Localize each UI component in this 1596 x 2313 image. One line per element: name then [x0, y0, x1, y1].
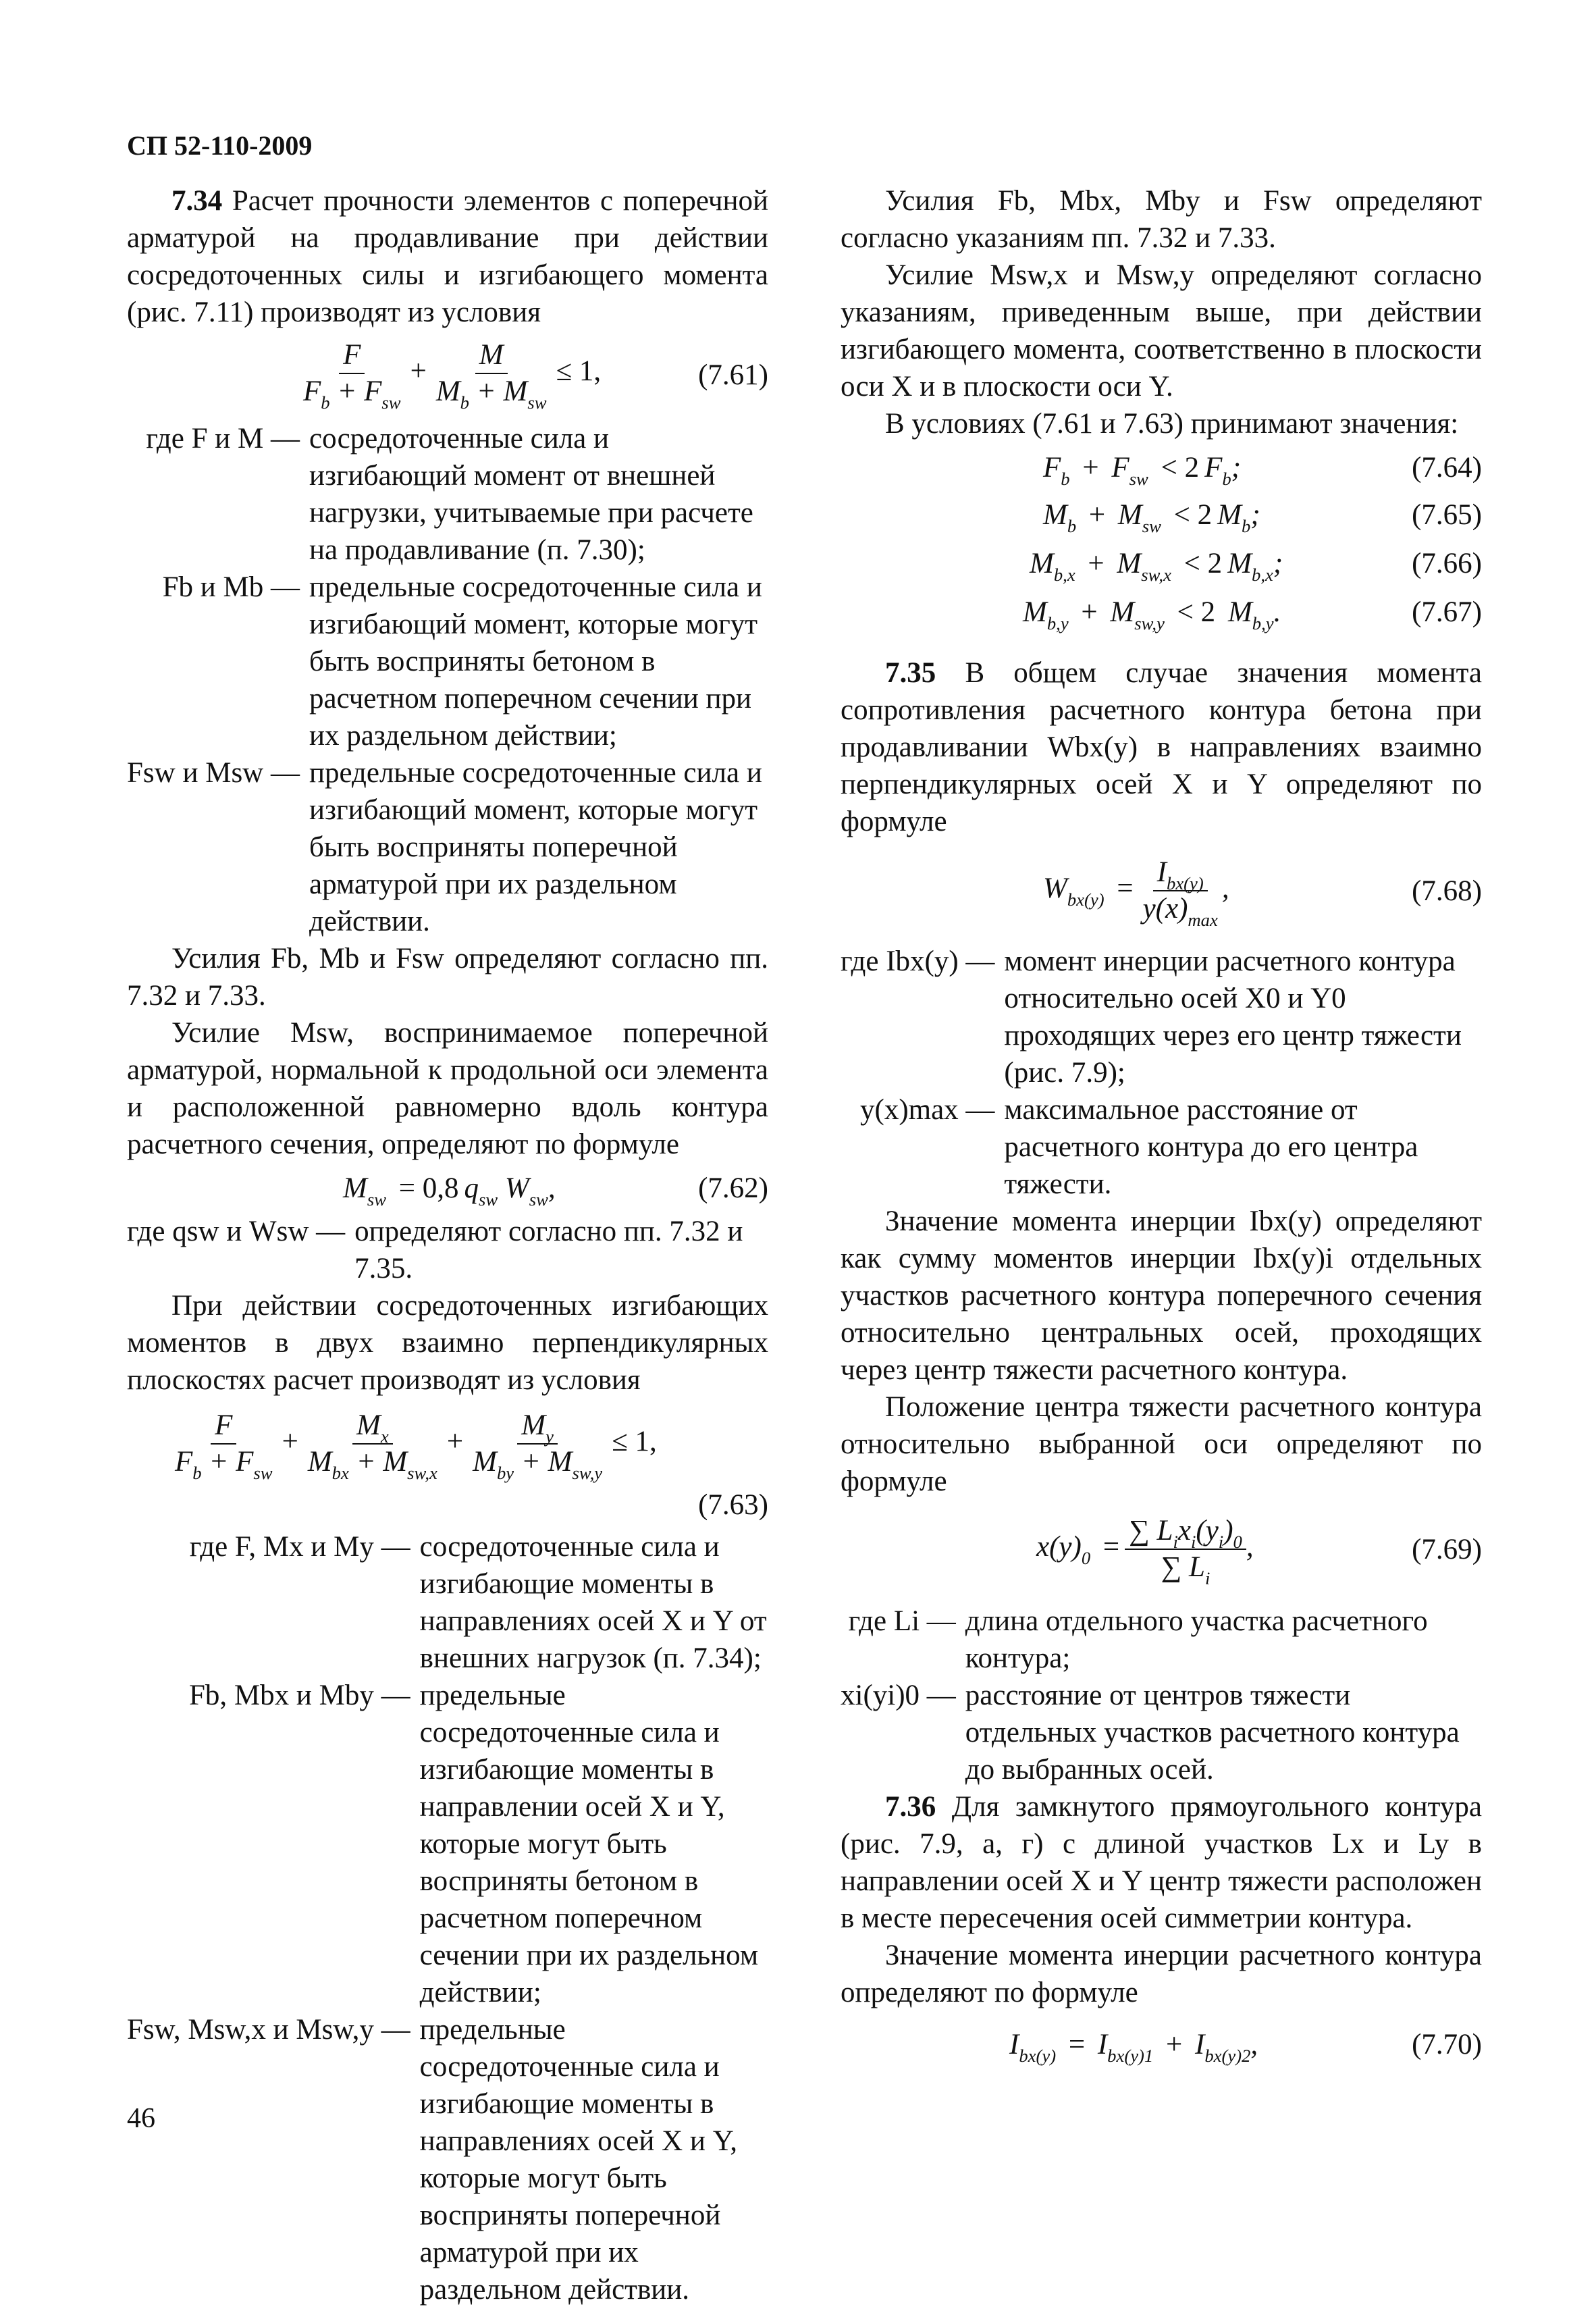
formula-number: (7.61) — [698, 359, 768, 391]
definition-text: предельные сосредоточенные сила и изгибающий момент, которые могут быть восприняты бетоном в расчетном поперечном сечении при их раздельном действии; — [309, 571, 762, 752]
formula-7-62 — [127, 1163, 768, 1212]
right-column — [841, 182, 1482, 2085]
definition-text: предельные сосредоточенные сила и изгибающие моменты в направлениях осей X и Y, которые могут быть восприняты поперечной арматурой при их раздельном действии. — [419, 2014, 737, 2306]
definition-text: определяют согласно пп. 7.32 и 7.35. — [354, 1216, 743, 1284]
paragraph: Усилие Msw,x и Msw,y определяют согласно указаниям, приведенным выше, при действии изгибающего момента, соответственно в плоскости оси X и в плоскости оси Y. — [841, 259, 1482, 402]
paragraph: Усилия Fb, Mbx, Mby и Fsw определяют согласно указаниям пп. 7.32 и 7.33. — [841, 185, 1482, 254]
page-number: 46 — [127, 2103, 155, 2134]
definition-text: сосредоточенные сила и изгибающие моменты в направлениях осей X и Y от внешних нагрузок (п. 7.34); — [419, 1531, 767, 1674]
definition-text: расстояние от центров тяжести отдельных участков расчетного контура до выбранных осей. — [965, 1680, 1460, 1786]
formula-7-63 — [127, 1399, 768, 1527]
formula-number: (7.68) — [1412, 875, 1482, 907]
formula-7-67 — [841, 592, 1482, 642]
formula-number: (7.62) — [698, 1172, 768, 1204]
formula-body: $\frac{F}{F_b + F_{sw}}$ + $\frac{M_x}{M_{bx} + M_{sw,x}}$ + $\frac{M_y}{M_{by} + M_{sw,y}}$ ≤ 1, — [175, 1409, 657, 1483]
left-column — [127, 182, 768, 2308]
section-text: Расчет прочности элементов с поперечной арматурой на продавливание при действии сосредоточенных силы и изгибающего момента (рис. 7.11) производят из условия — [127, 185, 768, 328]
formula-7-68 — [841, 840, 1482, 941]
definition-text: предельные сосредоточенные сила и изгибающие моменты в направлении осей X и Y, которые могут быть восприняты бетоном в расчетном поперечном сечении при их раздельном действии; — [419, 1680, 759, 2008]
definition-text: сосредоточенные сила и изгибающий момент от внешней нагрузки, учитываемые при расчете на продавливание (п. 7.30); — [309, 423, 753, 566]
formula-7-66 — [841, 542, 1482, 592]
definition-term: Fb, Mbx и Mby — — [188, 1680, 410, 1711]
paragraph: Значение момента инерции расчетного контура определяют по формуле — [841, 1940, 1482, 2008]
definition-term: xi(yi)0 — — [841, 1680, 956, 1711]
definitions-list — [127, 420, 768, 940]
formula-7-65 — [841, 492, 1482, 542]
formula-body: $W_{bx(y)}$ = $\frac{I_{bx(y)}}{y(x)_{max}}$ , — [1043, 856, 1229, 930]
definition-term: Fb и Mb — — [162, 571, 300, 603]
definitions-list — [127, 1213, 768, 1287]
section-text: В общем случае значения момента сопротивления расчетного контура бетона при продавливании Wbx(y) в направлениях взаимно перпендикулярных осей X и Y определяют по формуле — [841, 657, 1482, 837]
definition-term: Fsw и Msw — — [127, 757, 300, 789]
section-number: 7.34 — [171, 185, 223, 217]
formula-body: $\frac{F}{F_b + F_{sw}}$ + $\frac{M}{M_b + M_{sw}}$ ≤ 1, — [303, 339, 602, 413]
definition-text: момент инерции расчетного контура относительно осей X0 и Y0 проходящих через его центр тяжести (рис. 7.9); — [1004, 945, 1462, 1089]
definition-text: максимальное расстояние от расчетного контура до его центра тяжести. — [1004, 1094, 1418, 1200]
definition-term: где Ibx(y) — — [841, 945, 995, 977]
formula-7-70 — [841, 2011, 1482, 2085]
definitions-list — [841, 1603, 1482, 1788]
formula-body: $M_b + M_{sw} < 2$ $M_b$; — [1043, 499, 1260, 536]
definition-term: где Li — — [848, 1605, 956, 1637]
section-7-34 — [127, 182, 768, 331]
formula-body: $M_{b,y} + M_{sw,y} < 2$ $M_{b,y}$. — [1023, 596, 1281, 633]
definition-term: Fsw, Msw,x и Msw,y — — [127, 2014, 410, 2046]
definition-term: где F и M — — [146, 423, 300, 454]
paragraph: Усилие Msw, воспринимаемое поперечной арматурой, нормальной к продольной оси элемента и расположенной равномерно вдоль контура расчетного сечения, определяют по формуле — [127, 1017, 768, 1160]
formula-body: $I_{bx(y)} = I_{bx(y)1} + I_{bx(y)2}$, — [1009, 2029, 1258, 2066]
paragraph: Положение центра тяжести расчетного контура относительно выбранной оси определяют по формуле — [841, 1391, 1482, 1497]
section-7-35 — [841, 654, 1482, 840]
formula-number: (7.70) — [1412, 2029, 1482, 2060]
formula-body: $F_b + F_{sw} < 2$ $F_b$; — [1043, 452, 1242, 489]
formula-body: $M_{sw} = 0,8$ $q_{sw}$ $W_{sw}$, — [343, 1172, 556, 1210]
formula-number: (7.67) — [1412, 596, 1482, 628]
formula-number: (7.69) — [1412, 1534, 1482, 1565]
formula-body: $M_{b,x} + M_{sw,x} < 2$ $M_{b,x}$; — [1030, 548, 1283, 585]
definition-text: предельные сосредоточенные сила и изгибающий момент, которые могут быть восприняты поперечной арматурой при их раздельном действии. — [309, 757, 762, 937]
document-header: СП 52-110-2009 — [127, 130, 313, 161]
paragraph: Значение момента инерции Ibx(y) определяют как сумму моментов инерции Ibx(y)i отдельных участков расчетного контура поперечного сечения относительно центральных осей, проходящих через центр тяжести расчетного контура. — [841, 1205, 1482, 1386]
definition-term: y(x)max — — [860, 1094, 995, 1126]
section-number: 7.35 — [885, 657, 936, 689]
definition-term: где qsw и Wsw — — [127, 1216, 346, 1247]
section-text: Для замкнутого прямоугольного контура (рис. 7.9, а, г) с длиной участков Lx и Ly в направлении осей X и Y центр тяжести расположен в месте пересечения осей симметрии контура. — [841, 1791, 1482, 1934]
definitions-list — [841, 943, 1482, 1203]
section-7-36 — [841, 1788, 1482, 1937]
formula-number: (7.65) — [1412, 499, 1482, 531]
formula-number: (7.64) — [1412, 452, 1482, 484]
section-number: 7.36 — [885, 1791, 936, 1823]
paragraph: В условиях (7.61 и 7.63) принимают значения: — [885, 408, 1459, 440]
formula-body: $x(y)_0$ = $\frac{\sum L_ix_i(y_i)_0}{\sum L_i}$ , — [1036, 1515, 1254, 1588]
paragraph: При действии сосредоточенных изгибающих моментов в двух взаимно перпендикулярных плоскостях расчет производят из условия — [127, 1290, 768, 1396]
formula-7-64 — [841, 442, 1482, 492]
formula-7-69 — [841, 1500, 1482, 1601]
paragraph: Усилия Fb, Mb и Fsw определяют согласно пп. 7.32 и 7.33. — [127, 943, 768, 1012]
formula-7-61 — [127, 331, 768, 419]
definition-text: длина отдельного участка расчетного контура; — [965, 1605, 1428, 1674]
formula-number: (7.66) — [1412, 548, 1482, 579]
formula-number: (7.63) — [698, 1489, 768, 1521]
definition-term: где F, Mx и My — — [189, 1531, 410, 1563]
definitions-list — [127, 1528, 768, 2308]
